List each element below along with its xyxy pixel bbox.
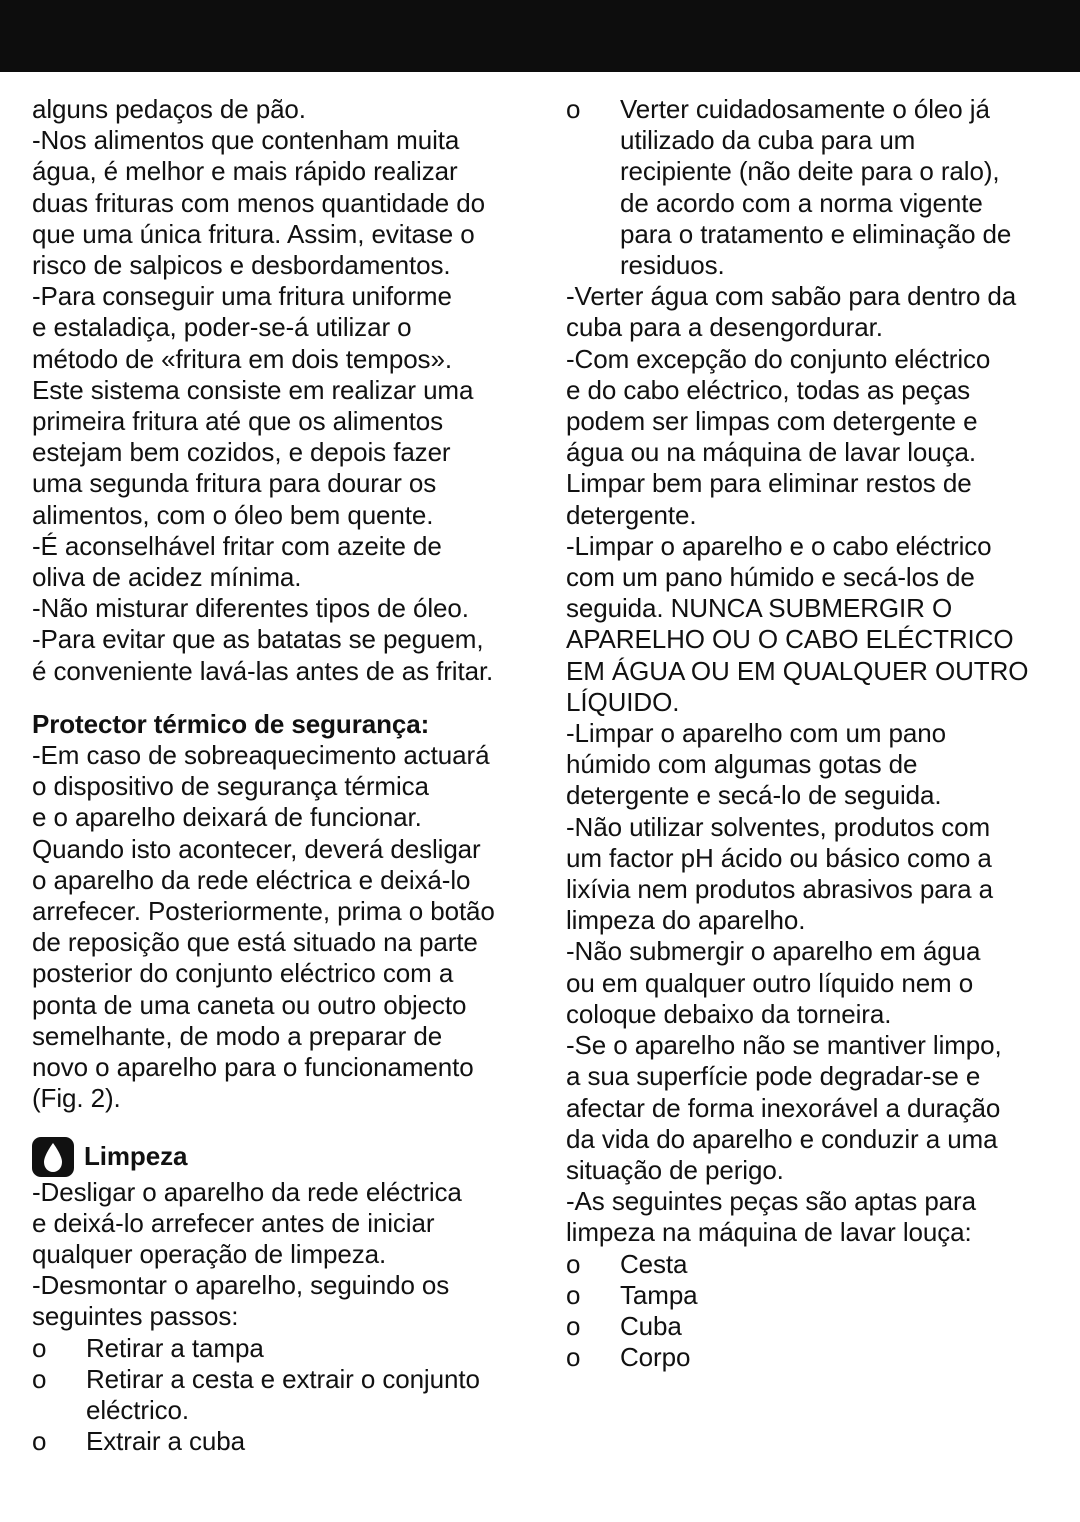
text-line: (Fig. 2).: [32, 1083, 121, 1114]
text-line: alguns pedaços de pão.: [32, 94, 306, 124]
text-line: com um pano húmido e secá-los de: [566, 562, 975, 593]
heading-cleaning: [32, 1137, 524, 1177]
text-line: -Para conseguir uma fritura uniforme: [32, 281, 452, 312]
text-line: da vida do aparelho e conduzir a uma: [566, 1123, 998, 1154]
text-line: água ou na máquina de lavar louça.: [566, 437, 977, 468]
water-drop-icon: [32, 1137, 74, 1177]
text-line: qualquer operação de limpeza.: [32, 1238, 387, 1269]
text-line: podem ser limpas com detergente e: [566, 406, 978, 437]
text-line: uma segunda fritura para dourar os: [32, 468, 437, 499]
list-item: o Retirar a cesta e extrair o conjunto: [32, 1363, 480, 1394]
list-item: o Cuba: [566, 1310, 682, 1341]
text-line: é conveniente lavá-las antes de as fritar.: [32, 655, 494, 686]
dishwasher-parts-list: [566, 1249, 1046, 1374]
text-line: -Limpar o aparelho e o cabo eléctrico: [566, 530, 992, 561]
text-line: húmido com algumas gotas de: [566, 749, 918, 780]
text-line: -As seguintes peças são aptas para: [566, 1186, 976, 1217]
text-line: detergente e secá-lo de seguida.: [566, 780, 942, 811]
text-line: -Limpar o aparelho com um pano: [566, 718, 946, 749]
heading-cleaning-label: Limpeza: [84, 1140, 188, 1171]
text-line: seguida. NUNCA SUBMERGIR O: [566, 593, 953, 624]
text-line: risco de salpicos e desbordamentos.: [32, 250, 451, 281]
text-line: posterior do conjunto eléctrico com a: [32, 958, 454, 989]
text-line: o aparelho da rede eléctrica e deixá-lo: [32, 864, 471, 895]
text-line: lixívia nem produtos abrasivos para a: [566, 874, 993, 905]
text-line: Quando isto acontecer, deverá desligar: [32, 833, 481, 864]
list-item-continuation: [566, 125, 1046, 281]
text-line: -Verter água com sabão para dentro da: [566, 281, 1017, 312]
text-line: utilizado da cuba para um: [620, 125, 916, 156]
text-line: detergente.: [566, 499, 697, 530]
text-block-cleaning-instructions: [566, 281, 1046, 1248]
text-line: Limpar bem para eliminar restos de: [566, 468, 972, 499]
text-line: estejam bem cozidos, e depois fazer: [32, 437, 451, 468]
text-line: -Desmontar o aparelho, seguindo os: [32, 1270, 450, 1301]
text-line: primeira fritura até que os alimentos: [32, 406, 444, 437]
text-line: afectar de forma inexorável a duração: [566, 1092, 1001, 1123]
right-column: [566, 94, 1046, 1373]
text-line: -Para evitar que as batatas se peguem,: [32, 624, 484, 655]
list-item: o Verter cuidadosamente o óleo já: [566, 94, 990, 124]
text-block-frying-tips: [32, 94, 524, 687]
text-line: e deixá-lo arrefecer antes de iniciar: [32, 1207, 435, 1238]
text-line: -Desligar o aparelho da rede eléctrica: [32, 1176, 462, 1207]
text-line: duas frituras com menos quantidade do: [32, 187, 486, 218]
text-line: e estaladiça, poder-se-á utilizar o: [32, 312, 412, 343]
text-line: semelhante, de modo a preparar de: [32, 1020, 443, 1051]
text-block-thermal-protector: [32, 740, 524, 1114]
text-line: recipiente (não deite para o ralo),: [620, 156, 1000, 187]
text-line: -Nos alimentos que contenham muita: [32, 125, 460, 156]
text-line: -É aconselhável fritar com azeite de: [32, 530, 442, 561]
text-line: oliva de acidez mínima.: [32, 562, 302, 593]
text-line: -Em caso de sobreaquecimento actuará: [32, 740, 490, 771]
text-line: que uma única fritura. Assim, evitase o: [32, 218, 475, 249]
text-line: um factor pH ácido ou básico como a: [566, 842, 992, 873]
list-item: o Retirar a tampa: [32, 1332, 264, 1363]
text-line: de acordo com a norma vigente: [620, 187, 983, 218]
text-block-cleaning: [32, 1177, 524, 1333]
text-line: -Não submergir o aparelho em água: [566, 936, 981, 967]
text-line: e o aparelho deixará de funcionar.: [32, 802, 422, 833]
text-line: água, é melhor e mais rápido realizar: [32, 156, 458, 187]
text-line: -Se o aparelho não se mantiver limpo,: [566, 1030, 1002, 1061]
text-line: método de «fritura em dois tempos».: [32, 343, 452, 374]
text-line: novo o aparelho para o funcionamento: [32, 1052, 474, 1083]
text-line: limpeza do aparelho.: [566, 905, 806, 936]
text-line: arrefecer. Posteriormente, prima o botão: [32, 896, 495, 927]
text-line: limpeza na máquina de lavar louça:: [566, 1217, 972, 1248]
text-line: ou em qualquer outro líquido nem o: [566, 967, 974, 998]
text-line: coloque debaixo da torneira.: [566, 998, 892, 1029]
text-line: para o tratamento e eliminação de: [620, 218, 1012, 249]
text-line: -Com excepção do conjunto eléctrico: [566, 343, 991, 374]
text-line: alimentos, com o óleo bem quente.: [32, 499, 434, 530]
heading-thermal-protector: Protector térmico de segurança:: [32, 708, 430, 739]
list-item: o Cesta: [566, 1248, 688, 1279]
left-column: [32, 94, 524, 1457]
text-line: cuba para a desengordurar.: [566, 312, 883, 343]
list-item-continuation: eléctrico.: [86, 1394, 190, 1425]
list-item: o Corpo: [566, 1342, 691, 1373]
text-line: residuos.: [620, 250, 725, 281]
text-line: de reposição que está situado na parte: [32, 927, 478, 958]
text-line: APARELHO OU O CABO ELÉCTRICO: [566, 624, 1014, 655]
text-line: Este sistema consiste em realizar uma: [32, 374, 474, 405]
text-line: -Não utilizar solventes, produtos com: [566, 811, 991, 842]
list-item: o Extrair a cuba: [32, 1426, 246, 1457]
text-line: EM ÁGUA OU EM QUALQUER OUTRO: [566, 655, 1029, 686]
text-line: situação de perigo.: [566, 1154, 784, 1185]
text-line: e do cabo eléctrico, todas as peças: [566, 374, 971, 405]
list-item: o Tampa: [566, 1279, 698, 1310]
header-bar: [0, 0, 1080, 72]
text-line: -Não misturar diferentes tipos de óleo.: [32, 593, 469, 624]
text-line: ponta de uma caneta ou outro objecto: [32, 989, 467, 1020]
text-line: LÍQUIDO.: [566, 686, 680, 717]
disassembly-steps-list: [32, 1333, 524, 1458]
text-line: o dispositivo de segurança térmica: [32, 771, 429, 802]
text-line: seguintes passos:: [32, 1301, 239, 1332]
text-line: a sua superfície pode degradar-se e: [566, 1061, 981, 1092]
